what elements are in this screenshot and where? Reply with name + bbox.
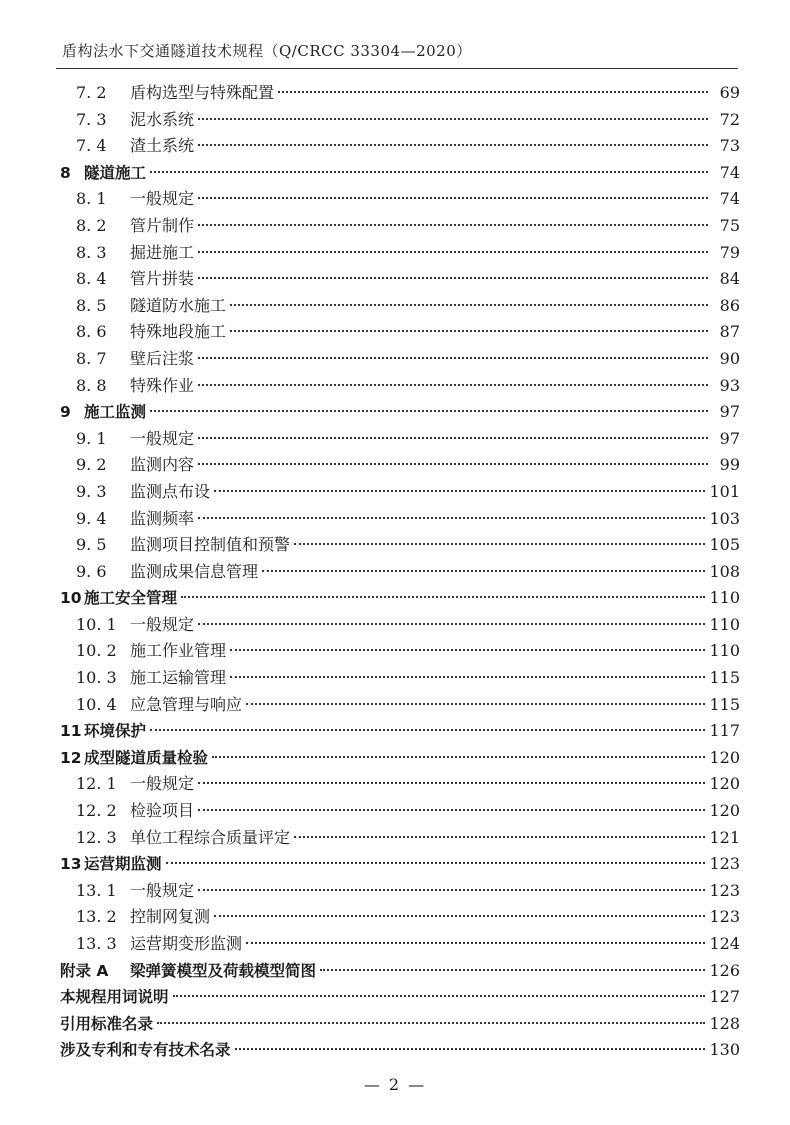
toc-entry-page: 75 <box>719 215 740 235</box>
toc-entry[interactable] <box>60 825 740 852</box>
toc-entry-page: 120 <box>709 801 740 821</box>
toc-entry-title: 一般规定 <box>130 774 195 794</box>
toc-dot-leader <box>198 144 708 146</box>
toc-entry[interactable] <box>60 479 740 506</box>
toc-entry-title: 施工安全管理 <box>84 589 178 608</box>
toc-entry-title: 一般规定 <box>130 189 195 209</box>
toc-dot-leader <box>198 118 708 120</box>
toc-dot-leader <box>230 676 705 678</box>
toc-dot-leader <box>198 889 705 891</box>
toc-entry[interactable] <box>60 293 740 320</box>
toc-entry[interactable] <box>60 638 740 665</box>
toc-entry-page: 124 <box>709 934 740 953</box>
toc-entry-title: 管片制作 <box>130 215 195 235</box>
toc-entry-number: 10. 4 <box>76 694 117 714</box>
toc-dot-leader <box>278 91 708 93</box>
toc-entry-title: 施工作业管理 <box>130 641 227 661</box>
toc-entry-number: 13. 1 <box>76 880 117 900</box>
toc-dot-leader <box>246 942 705 944</box>
page-number: — 2 — <box>363 1075 427 1094</box>
toc-dot-leader <box>214 915 705 917</box>
toc-dot-leader <box>198 357 708 359</box>
toc-entry-title: 施工监测 <box>84 403 147 422</box>
toc-dot-leader <box>198 463 708 465</box>
toc-entry-page: 115 <box>709 694 740 714</box>
toc-entry-page: 115 <box>709 668 740 688</box>
toc-entry[interactable] <box>60 984 740 1011</box>
toc-entry-page: 130 <box>709 1040 740 1060</box>
toc-entry-title: 引用标准名录 <box>60 1014 154 1033</box>
toc-entry-page: 103 <box>709 508 740 528</box>
toc-entry-page: 128 <box>709 1013 740 1033</box>
toc-entry-title: 监测项目控制值和预警 <box>130 535 291 555</box>
toc-entry-page: 101 <box>709 481 740 501</box>
toc-entry[interactable] <box>60 506 740 533</box>
toc-entry[interactable] <box>60 373 740 400</box>
toc-entry-number: 12 <box>60 748 82 767</box>
toc-dot-leader <box>198 782 705 784</box>
toc-entry-title: 施工运输管理 <box>130 668 227 688</box>
toc-entry-number: 11 <box>60 722 82 741</box>
toc-entry-number: 7. 2 <box>76 83 107 102</box>
toc-entry[interactable] <box>60 133 740 160</box>
toc-entry-page: 110 <box>709 641 740 661</box>
toc-dot-leader <box>198 224 708 226</box>
toc-entry[interactable] <box>60 878 740 905</box>
toc-entry-page: 123 <box>709 907 740 927</box>
toc-entry-title: 应急管理与响应 <box>130 694 243 714</box>
toc-dot-leader <box>246 703 705 705</box>
toc-entry-title: 本规程用词说明 <box>60 988 169 1007</box>
toc-entry-page: 120 <box>709 774 740 794</box>
toc-entry-title: 泥水系统 <box>130 109 195 129</box>
toc-entry[interactable] <box>60 798 740 825</box>
toc-entry[interactable] <box>60 612 740 639</box>
toc-entry[interactable] <box>60 399 740 426</box>
toc-dot-leader <box>214 490 705 492</box>
toc-entry-page: 79 <box>719 242 740 262</box>
toc-entry-title: 隧道施工 <box>84 163 147 182</box>
toc-entry-number: 9. 3 <box>76 481 107 501</box>
toc-entry-title: 特殊作业 <box>130 375 195 395</box>
toc-entry-title: 特殊地段施工 <box>130 322 227 342</box>
toc-entry-page: 99 <box>719 455 740 475</box>
toc-entry-number: 8. 7 <box>76 348 107 368</box>
table-of-contents <box>60 80 740 1064</box>
toc-entry[interactable] <box>60 559 740 586</box>
toc-dot-leader <box>173 995 706 997</box>
toc-entry-page: 108 <box>709 561 740 581</box>
toc-entry-page: 74 <box>719 189 740 209</box>
toc-entry-number: 8. 1 <box>76 189 107 209</box>
toc-entry-number: 10 <box>60 589 82 608</box>
toc-entry-number: 13 <box>60 855 82 874</box>
toc-dot-leader <box>150 729 705 731</box>
toc-entry[interactable] <box>60 426 740 453</box>
toc-entry[interactable] <box>60 107 740 134</box>
toc-entry-page: 86 <box>719 295 740 315</box>
toc-entry[interactable] <box>60 851 740 878</box>
toc-entry-number: 12. 2 <box>76 801 117 821</box>
toc-entry[interactable] <box>60 718 740 745</box>
toc-entry-number: 8. 2 <box>76 215 107 235</box>
toc-dot-leader <box>198 251 708 253</box>
toc-entry-page: 74 <box>719 162 740 182</box>
toc-entry-title: 梁弹簧模型及荷载模型简图 <box>130 961 317 980</box>
toc-entry-title: 盾构选型与特殊配置 <box>130 83 275 102</box>
toc-entry[interactable] <box>60 958 740 985</box>
toc-entry-page: 110 <box>709 588 740 608</box>
toc-entry-title: 成型隧道质量检验 <box>84 748 209 767</box>
toc-entry-title: 控制网复测 <box>130 907 211 927</box>
toc-entry[interactable] <box>60 771 740 798</box>
toc-entry-title: 监测频率 <box>130 508 195 528</box>
toc-dot-leader <box>150 410 708 412</box>
toc-entry-number: 9. 4 <box>76 508 107 528</box>
toc-entry-number: 7. 4 <box>76 136 107 156</box>
toc-entry-page: 90 <box>719 348 740 368</box>
toc-dot-leader <box>294 543 705 545</box>
toc-entry-number: 13. 2 <box>76 907 117 927</box>
toc-entry[interactable] <box>60 160 740 187</box>
toc-entry-number: 10. 2 <box>76 641 117 661</box>
toc-entry[interactable] <box>60 240 740 267</box>
toc-entry[interactable] <box>60 80 740 107</box>
toc-entry[interactable] <box>60 452 740 479</box>
toc-entry-number: 13. 3 <box>76 934 117 953</box>
toc-dot-leader <box>198 197 708 199</box>
toc-entry-number: 8. 6 <box>76 322 107 342</box>
toc-entry[interactable] <box>60 585 740 612</box>
toc-dot-leader <box>320 969 705 971</box>
toc-dot-leader <box>212 756 705 758</box>
toc-dot-leader <box>181 596 705 598</box>
toc-entry-page: 72 <box>719 109 740 129</box>
toc-entry-number: 10. 3 <box>76 668 117 688</box>
toc-entry-title: 隧道防水施工 <box>130 295 227 315</box>
toc-entry-number: 9. 2 <box>76 455 107 475</box>
toc-entry[interactable] <box>60 266 740 293</box>
toc-entry-page: 97 <box>719 428 740 448</box>
toc-entry-number: 9. 6 <box>76 561 107 581</box>
toc-entry[interactable] <box>60 319 740 346</box>
toc-entry-number: 9. 5 <box>76 535 107 555</box>
toc-entry-page: 69 <box>719 83 740 102</box>
toc-entry[interactable] <box>60 931 740 958</box>
toc-dot-leader <box>235 1048 706 1050</box>
toc-entry-page: 121 <box>709 827 740 847</box>
toc-entry-number: 10. 1 <box>76 614 117 634</box>
toc-entry-title: 监测点布设 <box>130 481 211 501</box>
toc-entry-number: 12. 3 <box>76 827 117 847</box>
toc-entry[interactable] <box>60 904 740 931</box>
toc-entry-number: 8. 4 <box>76 269 107 289</box>
header-rule <box>56 68 738 69</box>
toc-entry-page: 110 <box>709 614 740 634</box>
toc-dot-leader <box>262 570 705 572</box>
toc-entry-title: 涉及专利和专有技术名录 <box>60 1041 231 1060</box>
toc-entry-title: 一般规定 <box>130 880 195 900</box>
toc-entry-title: 检验项目 <box>130 801 195 821</box>
toc-entry[interactable] <box>60 692 740 719</box>
toc-entry-number: 8 <box>60 163 71 182</box>
toc-entry-page: 126 <box>709 960 740 980</box>
toc-entry-title: 渣土系统 <box>130 136 195 156</box>
toc-entry-title: 监测成果信息管理 <box>130 561 259 581</box>
toc-entry-page: 127 <box>709 987 740 1007</box>
toc-entry-page: 123 <box>709 880 740 900</box>
toc-entry-title: 运营期变形监测 <box>130 934 243 953</box>
toc-entry-page: 87 <box>719 322 740 342</box>
toc-dot-leader <box>198 384 708 386</box>
toc-entry-title: 一般规定 <box>130 428 195 448</box>
toc-dot-leader <box>150 171 708 173</box>
toc-entry[interactable] <box>60 1037 740 1064</box>
toc-dot-leader <box>198 517 705 519</box>
toc-entry[interactable] <box>60 1011 740 1038</box>
toc-dot-leader <box>166 862 706 864</box>
toc-entry[interactable] <box>60 346 740 373</box>
toc-entry-page: 93 <box>719 375 740 395</box>
toc-entry-number: 8. 5 <box>76 295 107 315</box>
toc-dot-leader <box>230 330 708 332</box>
toc-entry-page: 105 <box>709 535 740 555</box>
toc-dot-leader <box>230 304 708 306</box>
toc-entry-title: 一般规定 <box>130 614 195 634</box>
toc-entry-page: 73 <box>719 136 740 156</box>
toc-entry-page: 97 <box>719 402 740 422</box>
toc-dot-leader <box>198 277 708 279</box>
toc-entry-page: 117 <box>709 721 740 741</box>
running-header: 盾构法水下交通隧道技术规程（Q/CRCC 33304—2020） <box>62 42 472 60</box>
toc-entry-title: 掘进施工 <box>130 242 195 262</box>
toc-entry-title: 监测内容 <box>130 455 195 475</box>
toc-dot-leader <box>294 836 705 838</box>
toc-entry-title: 单位工程综合质量评定 <box>130 827 291 847</box>
toc-entry-number: 附录 A <box>60 961 109 980</box>
toc-entry[interactable] <box>60 665 740 692</box>
toc-dot-leader <box>198 809 705 811</box>
toc-entry-page: 84 <box>719 269 740 289</box>
toc-entry[interactable] <box>60 532 740 559</box>
toc-entry-title: 壁后注浆 <box>130 348 195 368</box>
toc-entry-title: 环境保护 <box>84 722 147 741</box>
toc-entry-page: 123 <box>709 854 740 874</box>
toc-entry-title: 管片拼装 <box>130 269 195 289</box>
toc-dot-leader <box>157 1022 705 1024</box>
toc-dot-leader <box>198 623 705 625</box>
toc-entry[interactable] <box>60 213 740 240</box>
toc-entry-number: 8. 3 <box>76 242 107 262</box>
toc-entry-title: 运营期监测 <box>84 855 162 874</box>
toc-entry[interactable] <box>60 745 740 772</box>
toc-entry-number: 8. 8 <box>76 375 107 395</box>
toc-entry-number: 9. 1 <box>76 428 107 448</box>
toc-dot-leader <box>230 649 705 651</box>
toc-entry-number: 9 <box>60 403 71 422</box>
toc-entry[interactable] <box>60 186 740 213</box>
toc-entry-number: 12. 1 <box>76 774 117 794</box>
toc-entry-number: 7. 3 <box>76 109 107 129</box>
toc-dot-leader <box>198 437 708 439</box>
toc-entry-page: 120 <box>709 747 740 767</box>
